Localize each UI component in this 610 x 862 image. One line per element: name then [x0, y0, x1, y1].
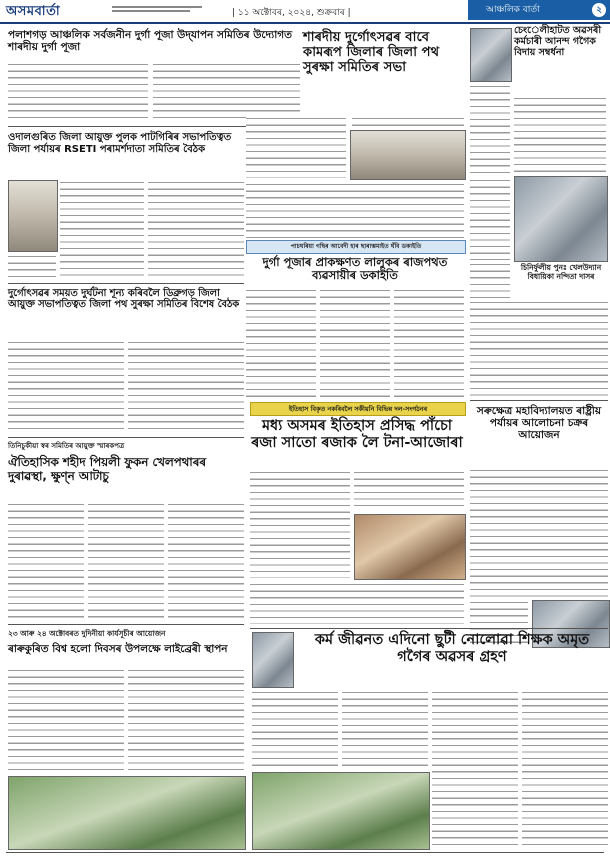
palashgarh-headline: পলাশগড় আঞ্চলিক সৰ্বজনীন দুৰ্গা পূজা উদ্‌যাপন সমিতিৰ উদ্যোগত শাৰদীয় দুৰ্গা পূজা: [8, 29, 293, 54]
divider: [8, 624, 244, 625]
library-photo: [8, 776, 246, 850]
itihas-photo: [354, 514, 466, 580]
kamrup-headline: শাৰদীয় দুৰ্গোৎসৱৰ বাবে কামৰূপ জিলাৰ জিলা পথ সুৰক্ষা সমিতিৰ সভা: [303, 30, 440, 76]
dakaiti-kicker: পাচঘৰিয়া গছিৰ আবেদী হাৰ ছাৰাম্ভমাইত ঘঁবি ডকাইতি: [246, 240, 466, 254]
durgotsav-safety-headline: দুৰ্গোৎসৱৰ সময়ত দুৰ্ঘটনা শূন্য কৰিবলৈ ডিব্ৰুগড় জিলা আয়ুক্ত সভাপতিত্বত জিলা পথ সুৰক্ষা সমিতিৰ বিশেষ বৈঠক: [8, 288, 240, 311]
newspaper-logo: অসমবাৰ্তা: [6, 4, 61, 19]
chengelihati-headline: চেংেলীহাটত অৱসৰী কৰ্মচাৰী আনন্দ গগৈক বিদায় সম্বৰ্ধনা: [514, 25, 602, 58]
teacher-body-4: [522, 690, 608, 848]
sarukhetri-headline: সৰুক্ষেত্ৰ মহাবিদ্যালয়ত ৰাষ্ট্ৰীয় পৰ্যায়ৰ আলোচনা চক্ৰৰ আয়োজন: [476, 405, 602, 442]
dakaiti-headline: দুৰ্গা পূজাৰ প্ৰাকক্ষণত লালুকৰ ৰাজপথত ব্যৱসায়ীৰ ডকাইতি: [262, 255, 448, 283]
polo-field-body-2: [470, 262, 510, 298]
palashgarh-body-2: [153, 62, 300, 122]
library-kicker: ২৩ আৰু ২৪ অক্টোবৰত দুদিনীয়া কাৰ্যসূচীৰ আয়োজন: [8, 629, 166, 638]
itihas-headline: মধ্য অসমৰ ইতিহাস প্ৰসিদ্ধ পাঁচো ৰজা সাতো ৰজাক লৈ টনা-আজোৰা: [251, 418, 463, 451]
divider: [470, 400, 608, 401]
dakaiti-body-2: [320, 288, 390, 398]
rseti-body-3: [8, 254, 56, 280]
divider: [8, 437, 244, 438]
contact-info-block: [112, 4, 202, 12]
durgotsav-safety-body: [8, 340, 124, 434]
kamrup-body-3: [246, 182, 464, 238]
kamrup-meeting-photo: [350, 130, 466, 180]
polo-field-body: [470, 300, 608, 396]
library-headline: ৰাৰুকুৰিত বিশ্ব হলো দিবসৰ উপলক্ষে লাইব্ৰেৰী স্থাপন: [8, 643, 228, 655]
palashgarh-body: [8, 62, 148, 122]
teacher-headline: কৰ্ম জীৱনত এদিনো ছুটী নোলোৱা শিক্ষক অমৃত গগৈৰ অৱসৰ গ্ৰহণ: [314, 632, 590, 665]
section-tab: [468, 0, 610, 20]
divider: [8, 283, 244, 284]
masthead: [0, 0, 610, 24]
teacher-photo: [252, 772, 430, 850]
kamrup-body: [246, 116, 346, 178]
rseti-body: [60, 180, 144, 280]
polo-field-headline: চিনিৰ্ফুলীয় পুনঃ খেলউদ্যান বিধায়িকা নন্দিতা দাসৰ: [520, 263, 602, 281]
tinsukia-headline: ঐতিহাসিক শহীদ পিয়লী ফুকন খেলপথাৰৰ দুৰাৱস্থা, ক্ষুণ্ন আটাচু: [8, 455, 207, 483]
divider: [250, 628, 608, 629]
teacher-body-2: [342, 690, 428, 768]
library-body-2: [128, 668, 244, 772]
teacher-body: [252, 690, 338, 768]
itihas-body-3: [250, 582, 464, 624]
section-title: আঞ্চলিক বাৰ্তা: [486, 5, 540, 15]
chengelihati-body-2: [514, 96, 606, 176]
sarukhetri-body: [470, 468, 608, 598]
rseti-headline: ওদালগুৰিত জিলা আয়ুক্ত পুলক পাটগিৰিৰ সভাপতিত্বত জিলা পৰ্যায়ৰ RSETI পৰামৰ্শদাতা সমিতিৰ বৈঠক: [8, 132, 232, 155]
chengelihati-body: [470, 84, 510, 174]
itihas-body: [250, 470, 350, 578]
chengelihati-body-3: [470, 178, 510, 260]
dakaiti-body: [246, 288, 316, 398]
library-body: [8, 668, 124, 772]
tinsukia-kicker: তিনিচুকীয়া স্বৰ সমিতিৰ আয়ুক্ত স্মাৰকপত্ৰ: [8, 442, 125, 450]
tinsukia-body-2: [88, 502, 164, 620]
teacher-body-3: [432, 690, 518, 848]
rseti-body-2: [148, 180, 244, 280]
page-bottom-rule: [6, 852, 604, 853]
dakaiti-body-3: [394, 288, 464, 398]
itihas-kicker: ইতিহাস বিকৃত নকৰিবলৈ সকীয়নি বিভিন্ন দল-সংগঠনৰ: [250, 402, 466, 416]
chengelihati-portrait: [470, 28, 512, 82]
rseti-photo: [8, 180, 58, 252]
teacher-portrait: [252, 632, 294, 688]
durgotsav-safety-body-2: [128, 340, 244, 434]
tinsukia-body: [8, 502, 84, 620]
itihas-body-2: [354, 470, 464, 510]
issue-date: | ১১ অক্টোবৰ, ২০২৪, শুক্ৰবাৰ |: [232, 8, 351, 18]
tinsukia-body-3: [168, 502, 244, 620]
chengelihati-photo: [514, 176, 608, 262]
page-number: ২: [592, 3, 606, 17]
